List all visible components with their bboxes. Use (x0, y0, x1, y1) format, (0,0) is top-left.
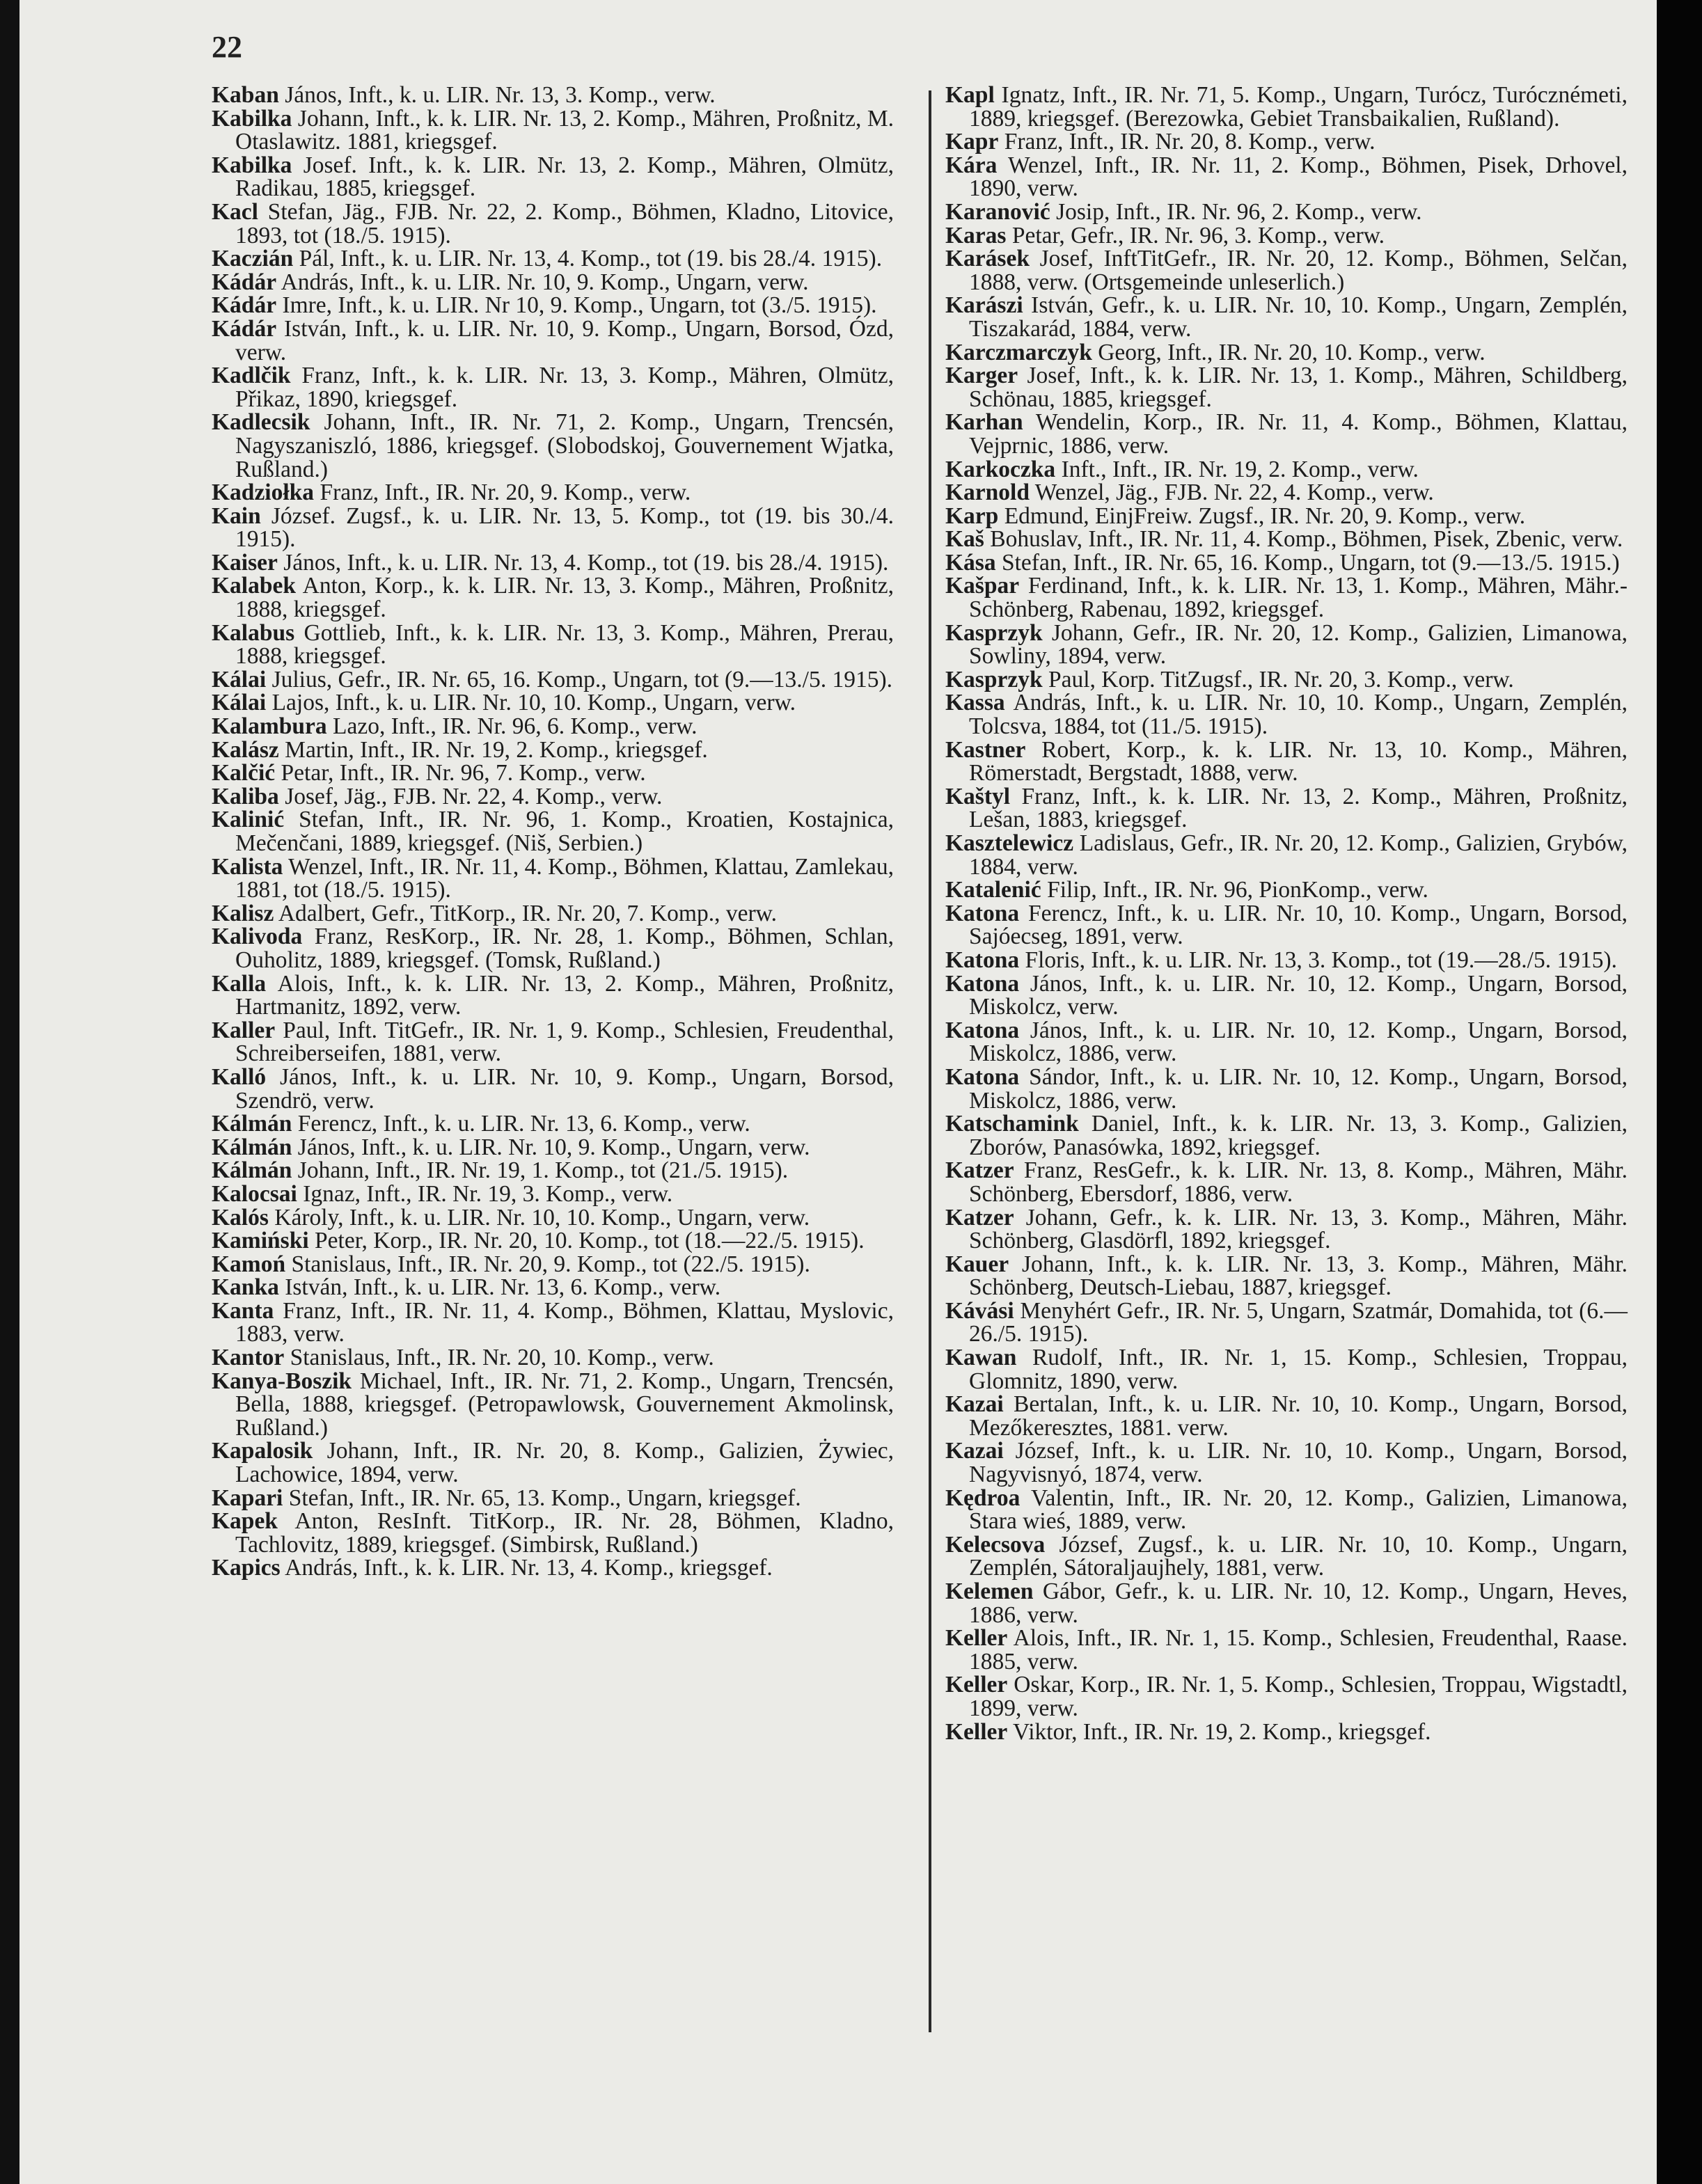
list-entry (212, 619, 894, 670)
entry-details: Stefan, Inft., IR. Nr. 96, 1. Komp., Kroatien, Kostajnica, Mečenčani, 1889, kriegsgef. (Niš, Serbien.) (235, 807, 894, 856)
list-entry (945, 200, 1628, 224)
entry-surname: Karas (945, 222, 1007, 248)
entry-surname: Kamoń (212, 1251, 286, 1277)
list-entry (945, 551, 1628, 575)
entry-surname: Karkoczka (945, 456, 1056, 482)
list-entry (212, 1299, 894, 1346)
list-entry (212, 808, 894, 855)
list-entry (212, 317, 894, 364)
entry-surname: Karászi (945, 292, 1023, 319)
list-entry (212, 574, 894, 621)
list-entry (945, 668, 1628, 692)
entry-details: Károly, Inft., k. u. LIR. Nr. 10, 10. Komp., Ungarn, verw. (268, 1204, 810, 1231)
list-entry (945, 341, 1628, 365)
entry-details: Johann, Gefr., IR. Nr. 20, 12. Komp., Galizien, Limanowa, Sowliny, 1894, verw. (969, 619, 1628, 670)
list-entry (212, 1276, 894, 1299)
entry-surname: Kanta (212, 1297, 274, 1324)
entry-surname: Kantor (212, 1345, 285, 1371)
entry-details: Lazo, Inft., IR. Nr. 96, 6. Komp., verw. (326, 713, 698, 740)
list-entry (212, 1487, 894, 1510)
list-entry (945, 1580, 1628, 1627)
entry-details: János, Inft., k. u. LIR. Nr. 10, 12. Komp., Ungarn, Borsod, Miskolcz, verw. (969, 970, 1628, 1020)
entry-details: Inft., Inft., IR. Nr. 19, 2. Komp., verw. (1055, 456, 1419, 482)
list-entry (945, 832, 1628, 878)
list-entry (212, 668, 894, 692)
entry-details: Wenzel, Jäg., FJB. Nr. 22, 4. Komp., verw. (1030, 480, 1434, 506)
list-entry (212, 925, 894, 972)
list-entry (212, 1346, 894, 1370)
entry-surname: Kamiński (212, 1228, 309, 1254)
list-entry (212, 294, 894, 317)
entry-details: István, Inft., k. u. LIR. Nr. 13, 6. Komp., verw. (278, 1274, 721, 1301)
list-entry (945, 364, 1628, 411)
entry-details: Rudolf, Inft., IR. Nr. 1, 15. Komp., Schlesien, Troppau, Glomnitz, 1890, verw. (969, 1345, 1628, 1394)
entry-details: Martin, Inft., IR. Nr. 19, 2. Komp., kriegsgef. (278, 736, 708, 763)
entry-details: Johann, Gefr., k. k. LIR. Nr. 13, 3. Komp., Mähren, Mähr. Schönberg, Glasdörfl, 1892, kriegsgef. (969, 1204, 1628, 1254)
entry-surname: Kaliba (212, 783, 279, 809)
entry-surname: Karhan (945, 409, 1023, 436)
list-entry (212, 247, 894, 271)
entry-details: András, Inft., k. u. LIR. Nr. 10, 10. Komp., Ungarn, Zemplén, Tolcsva, 1884, tot (11./5. 1915). (969, 690, 1628, 740)
entry-surname: Kabilka (212, 105, 292, 132)
list-entry (212, 715, 894, 738)
list-entry (212, 1370, 894, 1440)
entry-surname: Kaczián (212, 246, 294, 272)
entry-details: József, Zugsf., k. u. LIR. Nr. 10, 10. Komp., Ungarn, Zemplén, Sátoraljaujhely, 1881, verw. (969, 1531, 1628, 1581)
entry-details: Ferdinand, Inft., k. k. LIR. Nr. 13, 1. Komp., Mähren, Mähr.-Schönberg, Rabenau, 1892, kriegsgef. (969, 573, 1628, 623)
entry-surname: Kádár (212, 292, 277, 319)
entry-details: Valentin, Inft., IR. Nr. 20, 12. Komp., Galizien, Limanowa, Stara wieś, 1889, verw. (969, 1485, 1628, 1535)
entry-details: Filip, Inft., IR. Nr. 96, PionKomp., verw. (1041, 877, 1428, 903)
entry-surname: Karnold (945, 480, 1030, 506)
list-entry (945, 574, 1628, 621)
entry-details: Oskar, Korp., IR. Nr. 1, 5. Komp., Schlesien, Troppau, Wigstadtl, 1899, verw. (969, 1672, 1628, 1721)
list-entry (212, 154, 894, 200)
right-column (945, 84, 1628, 1743)
list-entry (212, 505, 894, 551)
column-divider (929, 90, 931, 2032)
entry-details: Franz, Inft., IR. Nr. 20, 9. Komp., verw. (314, 480, 691, 506)
entry-surname: Kalós (212, 1204, 269, 1231)
entry-details: Petar, Inft., IR. Nr. 96, 7. Komp., verw. (275, 760, 646, 786)
entry-details: Anton, Korp., k. k. LIR. Nr. 13, 3. Komp., Mähren, Proßnitz, 1888, kriegsgef. (235, 573, 894, 623)
list-entry (945, 411, 1628, 457)
entry-surname: Kálai (212, 690, 267, 716)
entry-surname: Kadlčik (212, 363, 291, 389)
entry-surname: Kazai (945, 1438, 1004, 1464)
list-entry (945, 1299, 1628, 1346)
entry-surname: Kávási (945, 1297, 1014, 1324)
entry-surname: Kaban (212, 82, 279, 108)
entry-surname: Kalivoda (212, 924, 303, 950)
entry-surname: Kapari (212, 1485, 283, 1511)
entry-surname: Kádár (212, 315, 277, 342)
list-entry (945, 972, 1628, 1019)
entry-surname: Katzer (945, 1204, 1014, 1231)
entry-surname: Kaiser (212, 549, 278, 576)
entry-surname: Kalambura (212, 713, 327, 740)
entry-surname: Kadziołka (212, 480, 315, 506)
entry-details: Johann, Inft., k. k. LIR. Nr. 13, 3. Komp., Mähren, Mähr. Schönberg, Deutsch-Liebau, 1887, kriegsgef. (969, 1251, 1628, 1301)
list-entry (945, 1673, 1628, 1720)
list-entry (945, 1206, 1628, 1253)
list-entry (945, 528, 1628, 551)
entry-details: Josef, Jäg., FJB. Nr. 22, 4. Komp., verw. (278, 783, 663, 809)
entry-details: Robert, Korp., k. k. LIR. Nr. 13, 10. Komp., Mähren, Römerstadt, Bergstadt, 1888, verw. (969, 736, 1628, 786)
entry-surname: Kain (212, 503, 261, 529)
entry-surname: Kalista (212, 853, 283, 880)
entry-details: Josef. Inft., k. k. LIR. Nr. 13, 2. Komp., Mähren, Olmütz, Radikau, 1885, kriegsgef. (235, 152, 894, 202)
entry-details: Alois, Inft., k. k. LIR. Nr. 13, 2. Komp., Mähren, Proßnitz, Hartmanitz, 1892, verw. (235, 970, 894, 1020)
entry-surname: Kasprzyk (945, 619, 1043, 646)
entry-surname: Kálmán (212, 1134, 292, 1160)
entry-surname: Kaller (212, 1017, 276, 1043)
entry-details: Ignatz, Inft., IR. Nr. 71, 5. Komp., Ungarn, Turócz, Turócznémeti, 1889, kriegsgef. (Berezowka, Gebiet Transbaikalien, Rußland). (969, 82, 1628, 132)
entry-surname: Keller (945, 1672, 1008, 1698)
list-entry (945, 1487, 1628, 1533)
list-entry (945, 458, 1628, 482)
entry-surname: Kalabek (212, 573, 296, 599)
list-entry (945, 949, 1628, 972)
list-entry (212, 1556, 894, 1580)
entry-details: István, Gefr., k. u. LIR. Nr. 10, 10. Komp., Ungarn, Zemplén, Tiszakarád, 1884, verw. (969, 292, 1628, 342)
entry-details: Pál, Inft., k. u. LIR. Nr. 13, 4. Komp., tot (19. bis 28./4. 1915). (293, 246, 883, 272)
entry-surname: Kasztelewicz (945, 830, 1074, 856)
entry-surname: Kalinić (212, 807, 285, 833)
entry-details: János, Inft., k. u. LIR. Nr. 10, 9. Komp., Ungarn, verw. (292, 1134, 810, 1160)
entry-details: Wenzel, Inft., IR. Nr. 11, 2. Komp., Böhmen, Pisek, Drhovel, 1890, verw. (969, 152, 1628, 202)
entry-details: Sándor, Inft., k. u. LIR. Nr. 10, 12. Komp., Ungarn, Borsod, Miskolcz, 1886, verw. (969, 1063, 1628, 1114)
entry-details: Georg, Inft., IR. Nr. 20, 10. Komp., verw. (1092, 339, 1486, 365)
list-entry (212, 364, 894, 411)
entry-details: Johann, Inft., k. k. LIR. Nr. 13, 2. Komp., Mähren, Proßnitz, M. Otaslawitz. 1881, kriegsgef. (235, 105, 894, 155)
entry-details: József, Inft., k. u. LIR. Nr. 10, 10. Komp., Ungarn, Borsod, Nagyvisnyó, 1874, verw. (969, 1438, 1628, 1488)
entry-details: József. Zugsf., k. u. LIR. Nr. 13, 5. Komp., tot (19. bis 30./4. 1915). (235, 503, 894, 553)
list-entry (945, 902, 1628, 949)
list-entry (212, 972, 894, 1019)
list-entry (212, 1182, 894, 1206)
entry-surname: Karanović (945, 198, 1050, 225)
entry-details: Julius, Gefr., IR. Nr. 65, 16. Komp., Ungarn, tot (9.—13./5. 1915). (266, 666, 892, 693)
entry-details: Gábor, Gefr., k. u. LIR. Nr. 10, 12. Komp., Ungarn, Heves, 1886, verw. (969, 1578, 1628, 1628)
entry-surname: Kelecsova (945, 1531, 1046, 1558)
entry-details: András, Inft., k. k. LIR. Nr. 13, 4. Komp., kriegsgef. (280, 1555, 773, 1581)
entry-surname: Kása (945, 549, 996, 576)
entry-details: Bohuslav, Inft., IR. Nr. 11, 4. Komp., Böhmen, Pisek, Zbenic, verw. (984, 526, 1623, 553)
entry-details: Alois, Inft., IR. Nr. 1, 15. Komp., Schlesien, Freudenthal, Raase. 1885, verw. (969, 1625, 1628, 1675)
list-entry (945, 1439, 1628, 1486)
list-entry (945, 1159, 1628, 1205)
entry-details: Stanislaus, Inft., IR. Nr. 20, 9. Komp., tot (22./5. 1915). (285, 1251, 810, 1277)
entry-surname: Kabilka (212, 152, 292, 178)
list-entry (945, 505, 1628, 528)
entry-surname: Kaš (945, 526, 984, 553)
entry-details: Peter, Korp., IR. Nr. 20, 10. Komp., tot (18.—22./5. 1915). (308, 1228, 865, 1254)
list-entry (945, 1346, 1628, 1393)
list-entry (212, 107, 894, 154)
entry-details: Edmund, EinjFreiw. Zugsf., IR. Nr. 20, 9. Komp., verw. (998, 503, 1526, 529)
entry-surname: Kaštyl (945, 783, 1011, 809)
list-entry (212, 1136, 894, 1160)
entry-details: Johann, Inft., IR. Nr. 20, 8. Komp., Galizien, Żywiec, Lachowice, 1894, verw. (235, 1438, 894, 1488)
entry-details: Imre, Inft., k. u. LIR. Nr 10, 9. Komp., Ungarn, tot (3./5. 1915). (276, 292, 877, 319)
list-entry (945, 1063, 1628, 1114)
entry-details: Petar, Gefr., IR. Nr. 96, 3. Komp., verw. (1006, 222, 1385, 248)
entry-details: János, Inft., k. u. LIR. Nr. 13, 4. Komp., tot (19. bis 28./4. 1915). (277, 549, 889, 576)
entry-details: Lajos, Inft., k. u. LIR. Nr. 10, 10. Komp., Ungarn, verw. (266, 690, 796, 716)
entry-surname: Katzer (945, 1157, 1014, 1184)
list-entry (212, 411, 894, 481)
entry-surname: Katona (945, 1063, 1020, 1090)
entry-surname: Kalocsai (212, 1180, 297, 1207)
list-entry (212, 1229, 894, 1253)
entry-surname: Kasprzyk (945, 666, 1043, 693)
list-entry (945, 1627, 1628, 1673)
entry-details: Adalbert, Gefr., TitKorp., IR. Nr. 20, 7. Komp., verw. (274, 900, 778, 926)
list-entry (212, 200, 894, 247)
entry-surname: Karp (945, 503, 999, 529)
entry-details: Franz, Inft., k. k. LIR. Nr. 13, 3. Komp., Mähren, Olmütz, Přikaz, 1890, kriegsgef. (235, 363, 894, 412)
list-entry (945, 738, 1628, 785)
entry-surname: Kára (945, 152, 998, 178)
page-number: 22 (212, 30, 242, 64)
entry-details: Stefan, Inft., IR. Nr. 65, 16. Komp., Ungarn, tot (9.—13./5. 1915.) (995, 549, 1620, 576)
entry-surname: Kazai (945, 1391, 1004, 1418)
list-entry (945, 878, 1628, 902)
entry-details: Bertalan, Inft., k. u. LIR. Nr. 10, 10. Komp., Ungarn, Borsod, Mezőkeresztes, 1881. verw. (969, 1391, 1628, 1441)
entry-surname: Kassa (945, 690, 1005, 716)
entry-details: Ladislaus, Gefr., IR. Nr. 20, 12. Komp., Galizien, Grybów, 1884, verw. (969, 830, 1628, 880)
list-entry (945, 481, 1628, 505)
entry-surname: Kapl (945, 82, 995, 108)
list-entry (945, 1533, 1628, 1580)
entry-surname: Kálai (212, 666, 267, 693)
entry-details: Michael, Inft., IR. Nr. 71, 2. Komp., Ungarn, Trencsén, Bella, 1888, kriegsgef. (Petropawlowsk, Gouvernement Akmolinsk, Rußland.) (235, 1368, 894, 1441)
entry-details: Gottlieb, Inft., k. k. LIR. Nr. 13, 3. Komp., Mähren, Prerau, 1888, kriegsgef. (235, 619, 894, 670)
list-entry (945, 224, 1628, 248)
entry-details: Stefan, Inft., IR. Nr. 65, 13. Komp., Ungarn, kriegsgef. (283, 1485, 801, 1511)
entry-surname: Kędroa (945, 1485, 1021, 1511)
entry-surname: Katona (945, 947, 1020, 973)
entry-surname: Karczmarczyk (945, 339, 1092, 365)
entry-details: Wenzel, Inft., IR. Nr. 11, 4. Komp., Böhmen, Klattau, Zamlekau, 1881, tot (18./5. 1915). (235, 853, 894, 903)
entry-surname: Katalenić (945, 877, 1041, 903)
entry-surname: Kálmán (212, 1111, 292, 1137)
list-entry (212, 1510, 894, 1556)
entry-details: Paul, Korp. TitZugsf., IR. Nr. 20, 3. Komp., verw. (1042, 666, 1514, 693)
entry-surname: Kapalosik (212, 1438, 313, 1464)
entry-details: Viktor, Inft., IR. Nr. 19, 2. Komp., kriegsgef. (1007, 1718, 1431, 1745)
list-entry (212, 84, 894, 107)
list-entry (945, 247, 1628, 294)
entry-details: András, Inft., k. u. LIR. Nr. 10, 9. Komp., Ungarn, verw. (276, 269, 809, 295)
list-entry (212, 902, 894, 926)
entry-surname: Kádár (212, 269, 277, 295)
entry-surname: Keller (945, 1718, 1008, 1745)
entry-details: Josip, Inft., IR. Nr. 96, 2. Komp., verw. (1050, 198, 1422, 225)
list-entry (212, 691, 894, 715)
list-entry (212, 785, 894, 809)
entry-details: Franz, Inft., IR. Nr. 20, 8. Komp., verw. (998, 129, 1376, 155)
entry-surname: Kalčić (212, 760, 276, 786)
entry-surname: Kanka (212, 1274, 279, 1301)
entry-details: János, Inft., k. u. LIR. Nr. 10, 12. Komp., Ungarn, Borsod, Miskolcz, 1886, verw. (969, 1017, 1628, 1067)
entry-details: János, Inft., k. u. LIR. Nr. 10, 9. Komp., Ungarn, Borsod, Szendrö, verw. (235, 1063, 894, 1114)
entry-details: István, Inft., k. u. LIR. Nr. 10, 9. Komp., Ungarn, Borsod, Ózd, verw. (235, 315, 894, 365)
list-entry (945, 1720, 1628, 1744)
entry-details: Paul, Inft. TitGefr., IR. Nr. 1, 9. Komp., Schlesien, Freudenthal, Schreiberseifen, 1881, verw. (235, 1017, 894, 1067)
entry-surname: Kawan (945, 1345, 1017, 1371)
entry-details: Johann, Inft., IR. Nr. 71, 2. Komp., Ungarn, Trencsén, Nagyszaniszló, 1886, kriegsgef. (Slobodskoj, Gouvernement Wjatka, Rußland.) (235, 409, 894, 482)
entry-surname: Kalló (212, 1063, 267, 1090)
list-entry (945, 619, 1628, 670)
entry-details: János, Inft., k. u. LIR. Nr. 13, 3. Komp., verw. (278, 82, 716, 108)
entry-surname: Kalász (212, 736, 279, 763)
entry-surname: Katona (945, 1017, 1020, 1043)
list-entry (212, 1206, 894, 1230)
list-entry (945, 130, 1628, 154)
list-entry (212, 1112, 894, 1136)
entry-details: Ignaz, Inft., IR. Nr. 19, 3. Komp., verw. (297, 1180, 673, 1207)
entry-surname: Kadlecsik (212, 409, 310, 436)
entry-surname: Kálmán (212, 1157, 292, 1184)
entry-surname: Kašpar (945, 573, 1020, 599)
entry-details: Stanislaus, Inft., IR. Nr. 20, 10. Komp., verw. (284, 1345, 714, 1371)
entry-surname: Kapics (212, 1555, 281, 1581)
entry-surname: Katschamink (945, 1111, 1079, 1137)
list-entry (945, 154, 1628, 200)
entry-details: Ferencz, Inft., k. u. LIR. Nr. 10, 10. Komp., Ungarn, Borsod, Sajóecseg, 1891, verw. (969, 900, 1628, 950)
scan-edge (1657, 0, 1702, 2184)
entry-details: Josef, Inft., k. k. LIR. Nr. 13, 1. Komp., Mähren, Schildberg, Schönau, 1885, kriegsgef. (969, 363, 1628, 412)
entry-surname: Kanya-Boszik (212, 1368, 352, 1394)
list-entry (212, 271, 894, 294)
list-entry (945, 785, 1628, 832)
entry-details: Stefan, Jäg., FJB. Nr. 22, 2. Komp., Böhmen, Kladno, Litovice, 1893, tot (18./5. 1915). (235, 198, 894, 248)
entry-surname: Katona (945, 900, 1020, 926)
entry-surname: Kalisz (212, 900, 274, 926)
entry-details: Anton, ResInft. TitKorp., IR. Nr. 28, Böhmen, Kladno, Tachlovitz, 1889, kriegsgef. (Simbirsk, Rußland.) (235, 1508, 894, 1558)
entry-surname: Keller (945, 1625, 1008, 1652)
entry-surname: Karger (945, 363, 1018, 389)
entry-surname: Kauer (945, 1251, 1009, 1277)
list-entry (212, 761, 894, 785)
entry-details: Franz, ResGefr., k. k. LIR. Nr. 13, 8. Komp., Mähren, Mähr. Schönberg, Ebersdorf, 1886, verw. (969, 1157, 1628, 1207)
list-entry (945, 1112, 1628, 1159)
list-entry (212, 1253, 894, 1276)
entry-surname: Kalabus (212, 619, 295, 646)
entry-details: Daniel, Inft., k. k. LIR. Nr. 13, 3. Komp., Galizien, Zborów, Panasówka, 1892, kriegsgef. (969, 1111, 1628, 1160)
entry-details: Franz, Inft., k. k. LIR. Nr. 13, 2. Komp., Mähren, Proßnitz, Lešan, 1883, kriegsgef. (969, 783, 1628, 833)
entry-details: Franz, Inft., IR. Nr. 11, 4. Komp., Böhmen, Klattau, Myslovic, 1883, verw. (235, 1297, 894, 1347)
left-column (212, 84, 894, 1580)
entry-details: Floris, Inft., k. u. LIR. Nr. 13, 3. Komp., tot (19.—28./5. 1915). (1019, 947, 1617, 973)
entry-details: Menyhért Gefr., IR. Nr. 5, Ungarn, Szatmár, Domahida, tot (6.—26./5. 1915). (969, 1297, 1628, 1347)
entry-surname: Kapek (212, 1508, 278, 1535)
entry-details: Wendelin, Korp., IR. Nr. 11, 4. Komp., Böhmen, Klattau, Vejprnic, 1886, verw. (969, 409, 1628, 459)
list-entry (945, 1253, 1628, 1299)
entry-details: Josef, InftTitGefr., IR. Nr. 20, 12. Komp., Böhmen, Selčan, 1888, verw. (Ortsgemeinde unleserlich.) (969, 246, 1628, 295)
list-entry (945, 84, 1628, 130)
entry-surname: Karásek (945, 246, 1030, 272)
entry-details: Franz, ResKorp., IR. Nr. 28, 1. Komp., Böhmen, Schlan, Ouholitz, 1889, kriegsgef. (Tomsk, Rußland.) (235, 924, 894, 973)
list-entry (212, 1159, 894, 1182)
list-entry (212, 1063, 894, 1114)
list-entry (945, 691, 1628, 738)
entry-details: Johann, Inft., IR. Nr. 19, 1. Komp., tot (21./5. 1915). (292, 1157, 789, 1184)
entry-surname: Kacl (212, 198, 258, 225)
entry-surname: Katona (945, 970, 1020, 997)
list-entry (212, 551, 894, 575)
list-entry (945, 1393, 1628, 1439)
list-entry (212, 1019, 894, 1066)
list-entry (212, 1439, 894, 1486)
list-entry (945, 1019, 1628, 1066)
entry-surname: Kastner (945, 736, 1026, 763)
entry-surname: Kalla (212, 970, 267, 997)
list-entry (212, 855, 894, 902)
list-entry (212, 481, 894, 505)
entry-surname: Kelemen (945, 1578, 1034, 1604)
entry-surname: Kapr (945, 129, 999, 155)
entry-details: Ferencz, Inft., k. u. LIR. Nr. 13, 6. Komp., verw. (292, 1111, 750, 1137)
list-entry (212, 738, 894, 762)
list-entry (945, 294, 1628, 340)
